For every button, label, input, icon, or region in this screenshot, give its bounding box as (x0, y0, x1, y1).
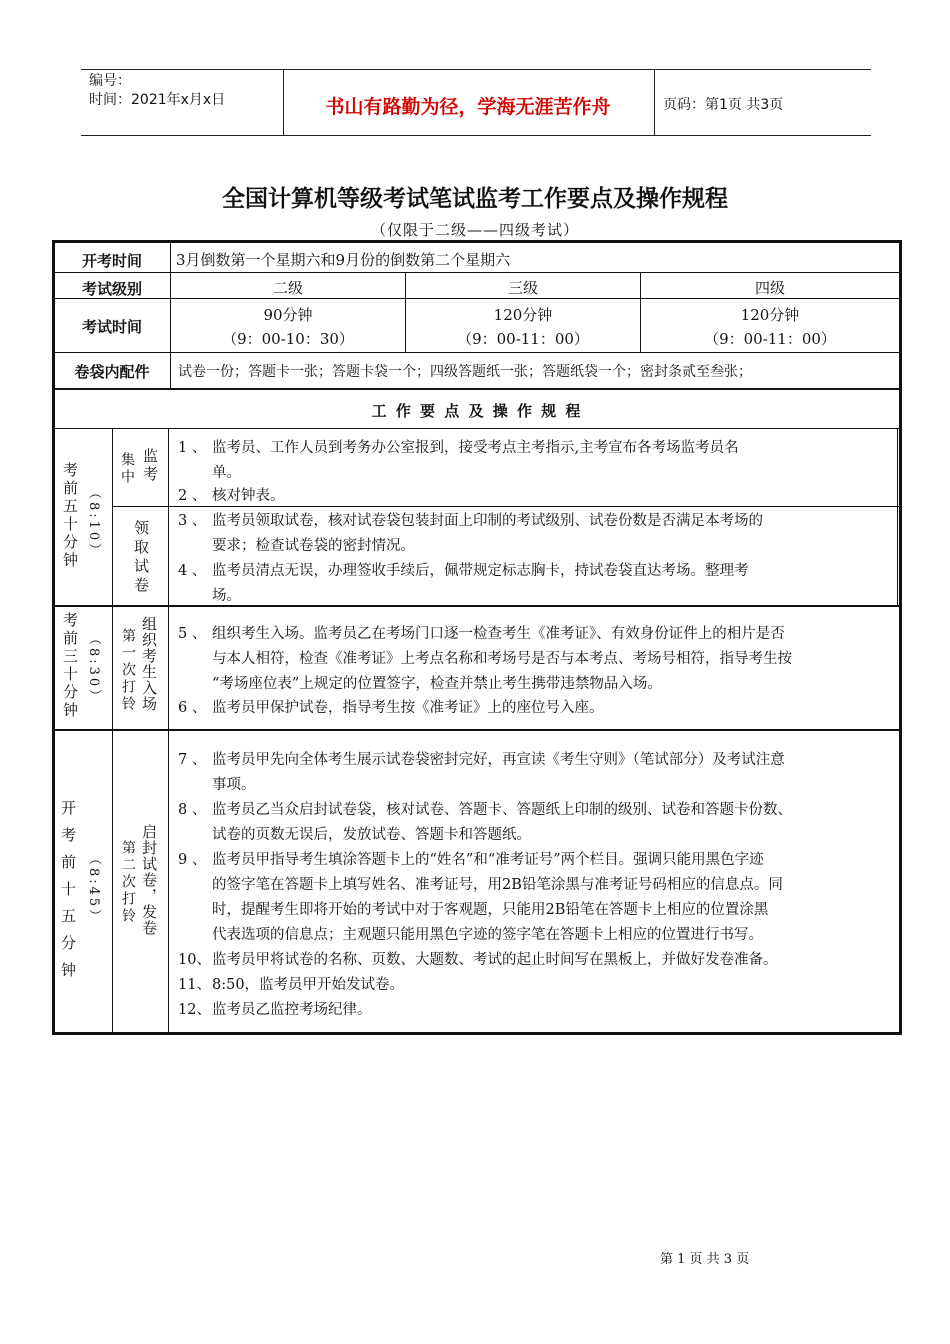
step-text: 监考员甲保护试卷，指导考生按《准考证》上的座位号入座。 (212, 700, 604, 716)
step-text-cont: 时，提醒考生即将开始的考试中对于客观题，只能用2B铅笔在答题卡上相应的位置涂黑 (212, 902, 769, 918)
step-text-cont: 试卷的页数无误后，发放试卷、答题卡和答题纸。 (212, 827, 531, 843)
step-text: 8:50，监考员甲开始发试卷。 (212, 977, 405, 993)
time-label: 时间：2021年x月x日 (89, 92, 226, 108)
step-text: 监考员甲将试卷的名称、页数、大题数、考试的起止时间写在黑板上，并做好发卷准备。 (212, 952, 778, 968)
step-text: 监考员领取试卷，核对试卷袋包装封面上印制的考试级别、试卷份数是否满足本考场的 (212, 513, 763, 529)
step-text-cont: 场。 (212, 588, 241, 604)
step-text: 监考员乙监控考场纪律。 (212, 1002, 372, 1018)
step-number: 7 、 (178, 752, 207, 768)
duration-range: （9：00-11：00） (704, 330, 836, 348)
phase2-sub-bell: 第一次打铃 (120, 628, 136, 713)
phase2-time-value: （8:30） (86, 632, 101, 706)
value-bag-contents: 试卷一份；答题卡一张；答题卡袋一个；四级答题纸一张；答题纸袋一个；密封条贰至叁张； (178, 364, 752, 380)
step-text: 监考员、工作人员到考务办公室报到，接受考点主考指示,主考宣布各考场监考员名 (212, 440, 739, 456)
level-4: 四级 (754, 279, 785, 297)
phase1-time-label: 考前五十分钟 (61, 462, 79, 570)
phase2-time-label: 考前三十分钟 (61, 612, 79, 720)
header-meta (89, 72, 225, 110)
row-rule (52, 352, 902, 353)
step-10 (178, 948, 894, 973)
duration-value: 120分钟 (493, 306, 553, 324)
label-exam-time: 开考时间 (81, 252, 142, 270)
step-4 (178, 559, 894, 609)
header-top-rule (81, 69, 871, 70)
step-text: 组织考生入场。监考员乙在考场门口逐一检查考生《准考证》、有效身份证件上的相片是否 (212, 626, 785, 642)
page-title: 全国计算机等级考试笔试监考工作要点及操作规程 (222, 186, 728, 212)
level-3: 三级 (507, 279, 538, 297)
value-exam-time: 3月倒数第一个星期六和9月份的倒数第二个星期六 (176, 251, 511, 269)
step-number: 9 、 (178, 852, 207, 868)
row-rule (52, 388, 902, 390)
step-5 (178, 622, 894, 697)
step-text-cont: 代表选项的信息点；主观题只能用黑色字迹的签字笔在答题卡上相应的位置进行书写。 (212, 927, 763, 943)
step-number: 2 、 (178, 488, 207, 504)
label-bag-contents: 卷袋内配件 (74, 363, 150, 381)
step-6 (178, 696, 894, 721)
step-text: 监考员清点无误，办理签收手续后，佩带规定标志胸卡，持试卷袋直达考场。整理考 (212, 563, 749, 579)
step-7 (178, 748, 894, 798)
step-number: 11、 (178, 977, 211, 993)
step-text-cont: 与本人相符，检查《准考证》上考点名称和考场号是否与本考点、考场号相符，指导考生按 (212, 651, 792, 667)
step-3 (178, 509, 894, 559)
phase3-time-label: 开考前十五分钟 (59, 800, 77, 989)
phase3-sub-distribute: 启封试卷，发卷 (140, 824, 158, 936)
step-9 (178, 848, 894, 948)
phase1-time-value: （8:10） (86, 486, 101, 560)
header-bottom-rule (81, 135, 871, 136)
duration-value: 90分钟 (263, 306, 313, 324)
header-motto: 书山有路勤为径，学海无涯苦作舟 (325, 96, 611, 118)
header-page-info: 页码：第1页 共3页 (663, 97, 784, 113)
page-footer: 第 1 页 共 3 页 (660, 1252, 750, 1267)
phase2-sub-admit: 组织考生入场 (140, 616, 158, 712)
row-rule (52, 428, 902, 429)
step-text-cont: 单。 (212, 465, 241, 481)
step-text-cont: 的签字笔在答题卡上填写姓名、准考证号，用2B铅笔涂黑与准考证号码相应的信息点。同 (212, 877, 783, 893)
duration-range: （9：00-10：30） (222, 330, 354, 348)
step-11 (178, 973, 894, 998)
header-divider (654, 69, 655, 136)
page-subtitle: （仅限于二级——四级考试） (370, 221, 579, 239)
duration-range: （9：00-11：00） (457, 330, 589, 348)
duration-level-3 (406, 303, 640, 351)
step-text: 核对钟表。 (212, 488, 285, 504)
label-duration: 考试时间 (81, 318, 142, 336)
col-rule (168, 428, 169, 1032)
phase1-sub-receive: 领取试卷 (132, 520, 150, 596)
step-8 (178, 798, 894, 848)
step-number: 3 、 (178, 513, 207, 529)
step-text-cont: 事项。 (212, 777, 256, 793)
duration-value: 120分钟 (740, 306, 800, 324)
phase1-sub-gather-b: 监考 (141, 448, 159, 484)
step-number: 6 、 (178, 700, 207, 716)
col-rule (112, 428, 113, 1032)
step-2 (178, 484, 894, 509)
step-text: 监考员乙当众启封试卷袋，核对试卷、答题卡、答题纸上印制的级别、试卷和答题卡份数、 (212, 802, 792, 818)
step-number: 12、 (178, 1002, 211, 1018)
step-text-cont: “考场座位表”上规定的位置签字，检查并禁止考生携带违禁物品入场。 (212, 676, 662, 692)
row-rule (52, 298, 902, 299)
step-number: 5 、 (178, 626, 207, 642)
step-text: 监考员甲指导考生填涂答题卡上的“姓名”和“准考证号”两个栏目。强调只能用黑色字迹 (212, 852, 764, 868)
step-number: 10、 (178, 952, 211, 968)
step-number: 1 、 (178, 440, 207, 456)
level-2: 二级 (272, 279, 303, 297)
step-text-cont: 要求；检查试卷袋的密封情况。 (212, 538, 415, 554)
row-rule (52, 272, 902, 273)
phase3-sub-bell: 第二次打铃 (120, 840, 136, 925)
step-1 (178, 436, 894, 486)
duration-level-2 (171, 303, 405, 351)
col-rule (897, 428, 898, 606)
section-header: 工 作 要 点 及 操 作 规 程 (371, 402, 583, 420)
phase3-time-value: （8:45） (86, 852, 101, 926)
duration-level-4 (641, 303, 899, 351)
step-12 (178, 998, 894, 1023)
code-label: 编号： (89, 73, 131, 89)
row-rule (52, 729, 902, 731)
step-number: 8 、 (178, 802, 207, 818)
phase1-sub-gather-a: 集中 (119, 452, 135, 486)
label-level: 考试级别 (81, 280, 142, 298)
step-text: 监考员甲先向全体考生展示试卷袋密封完好，再宣读《考生守则》（笔试部分）及考试注意 (212, 752, 785, 768)
step-number: 4 、 (178, 563, 207, 579)
